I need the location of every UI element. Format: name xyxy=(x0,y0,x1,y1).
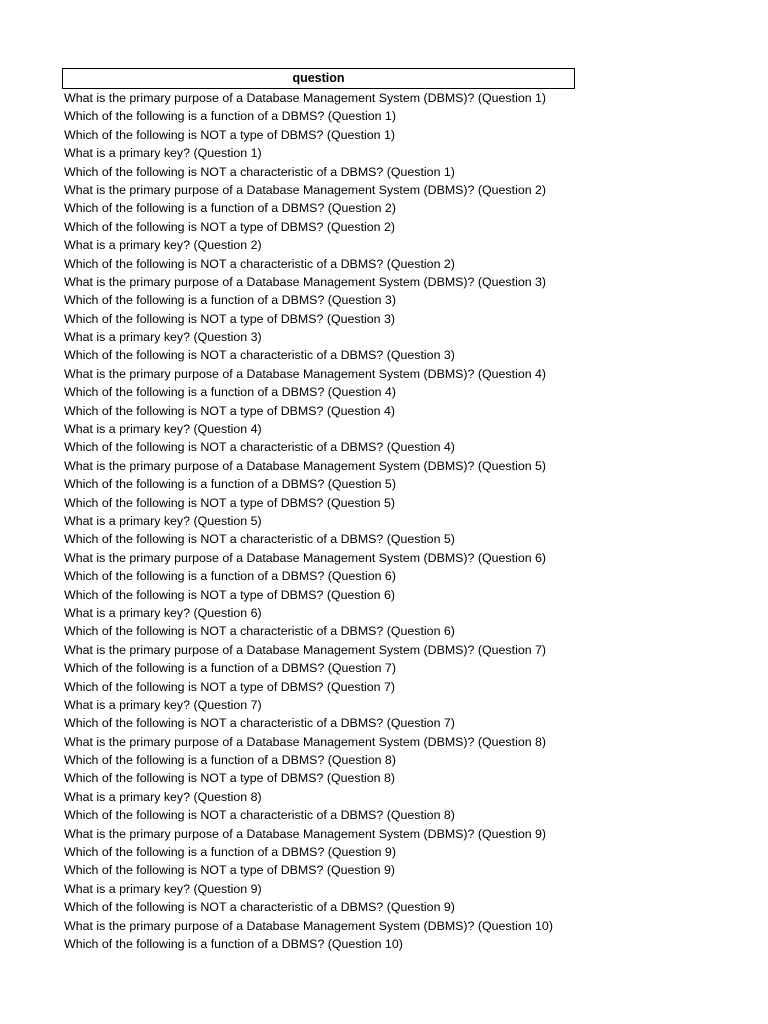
question-list xyxy=(62,89,622,953)
question-row[interactable]: What is the primary purpose of a Database Management System (DBMS)? (Question 8) xyxy=(64,734,547,749)
question-row[interactable]: Which of the following is NOT a type of DBMS? (Question 3) xyxy=(64,311,396,326)
question-row[interactable]: Which of the following is NOT a type of DBMS? (Question 1) xyxy=(64,127,396,142)
question-row[interactable]: Which of the following is NOT a characteristic of a DBMS? (Question 7) xyxy=(64,716,455,731)
question-row[interactable]: What is a primary key? (Question 1) xyxy=(64,146,262,161)
question-row[interactable]: Which of the following is NOT a characteristic of a DBMS? (Question 3) xyxy=(64,348,455,363)
question-row[interactable]: What is a primary key? (Question 7) xyxy=(64,697,262,712)
question-row[interactable]: Which of the following is NOT a characteristic of a DBMS? (Question 4) xyxy=(64,440,455,455)
question-row[interactable]: What is the primary purpose of a Database Management System (DBMS)? (Question 1) xyxy=(64,91,547,105)
question-row[interactable]: Which of the following is NOT a type of DBMS? (Question 7) xyxy=(64,679,396,694)
question-row[interactable]: What is the primary purpose of a Database Management System (DBMS)? (Question 2) xyxy=(64,182,547,197)
question-row[interactable]: What is a primary key? (Question 8) xyxy=(64,789,262,804)
question-row[interactable]: Which of the following is NOT a type of DBMS? (Question 4) xyxy=(64,403,396,418)
question-row[interactable]: What is a primary key? (Question 3) xyxy=(64,330,262,345)
question-row[interactable]: Which of the following is a function of a DBMS? (Question 5) xyxy=(64,477,396,492)
question-row[interactable]: What is the primary purpose of a Database Management System (DBMS)? (Question 6) xyxy=(64,550,547,565)
question-row[interactable]: What is a primary key? (Question 2) xyxy=(64,238,262,253)
question-row[interactable]: Which of the following is NOT a type of DBMS? (Question 5) xyxy=(64,495,396,510)
column-header-question[interactable]: question xyxy=(62,68,575,89)
question-row[interactable]: What is a primary key? (Question 5) xyxy=(64,513,262,528)
question-row[interactable]: Which of the following is NOT a characteristic of a DBMS? (Question 6) xyxy=(64,624,455,639)
question-row[interactable]: Which of the following is NOT a type of DBMS? (Question 9) xyxy=(64,863,396,878)
question-row[interactable]: What is the primary purpose of a Database Management System (DBMS)? (Question 4) xyxy=(64,366,547,381)
question-row[interactable]: What is a primary key? (Question 4) xyxy=(64,422,262,437)
question-row[interactable]: What is the primary purpose of a Database Management System (DBMS)? (Question 9) xyxy=(64,826,547,841)
question-row[interactable]: What is a primary key? (Question 9) xyxy=(64,881,262,896)
question-row[interactable]: Which of the following is NOT a characteristic of a DBMS? (Question 9) xyxy=(64,900,455,915)
question-sheet xyxy=(62,68,622,953)
question-row[interactable]: Which of the following is a function of a DBMS? (Question 8) xyxy=(64,753,396,768)
question-row[interactable]: Which of the following is a function of a DBMS? (Question 6) xyxy=(64,569,396,584)
question-row[interactable]: Which of the following is a function of a DBMS? (Question 2) xyxy=(64,201,396,216)
question-row[interactable]: What is the primary purpose of a Database Management System (DBMS)? (Question 10) xyxy=(64,918,553,933)
question-row[interactable]: Which of the following is NOT a type of DBMS? (Question 8) xyxy=(64,771,396,786)
question-row[interactable]: Which of the following is a function of a DBMS? (Question 3) xyxy=(64,293,396,308)
question-row[interactable]: Which of the following is NOT a type of DBMS? (Question 6) xyxy=(64,587,396,602)
question-row[interactable]: What is a primary key? (Question 6) xyxy=(64,605,262,620)
question-row[interactable]: Which of the following is NOT a characteristic of a DBMS? (Question 5) xyxy=(64,532,455,547)
question-row[interactable]: Which of the following is a function of a DBMS? (Question 9) xyxy=(64,845,396,860)
question-row[interactable]: Which of the following is NOT a type of DBMS? (Question 2) xyxy=(64,219,396,234)
question-row[interactable]: Which of the following is NOT a characteristic of a DBMS? (Question 1) xyxy=(64,164,455,179)
question-row[interactable]: Which of the following is a function of a DBMS? (Question 4) xyxy=(64,385,396,400)
question-row[interactable]: Which of the following is NOT a characteristic of a DBMS? (Question 2) xyxy=(64,256,455,271)
question-row[interactable]: Which of the following is a function of a DBMS? (Question 10) xyxy=(64,936,403,951)
question-row[interactable]: What is the primary purpose of a Database Management System (DBMS)? (Question 3) xyxy=(64,274,547,289)
question-row[interactable]: What is the primary purpose of a Database Management System (DBMS)? (Question 7) xyxy=(64,642,547,657)
question-row[interactable]: Which of the following is NOT a characteristic of a DBMS? (Question 8) xyxy=(64,808,455,823)
question-row[interactable]: Which of the following is a function of a DBMS? (Question 1) xyxy=(64,109,396,124)
question-row[interactable]: Which of the following is a function of a DBMS? (Question 7) xyxy=(64,661,396,676)
question-row[interactable]: What is the primary purpose of a Database Management System (DBMS)? (Question 5) xyxy=(64,458,547,473)
